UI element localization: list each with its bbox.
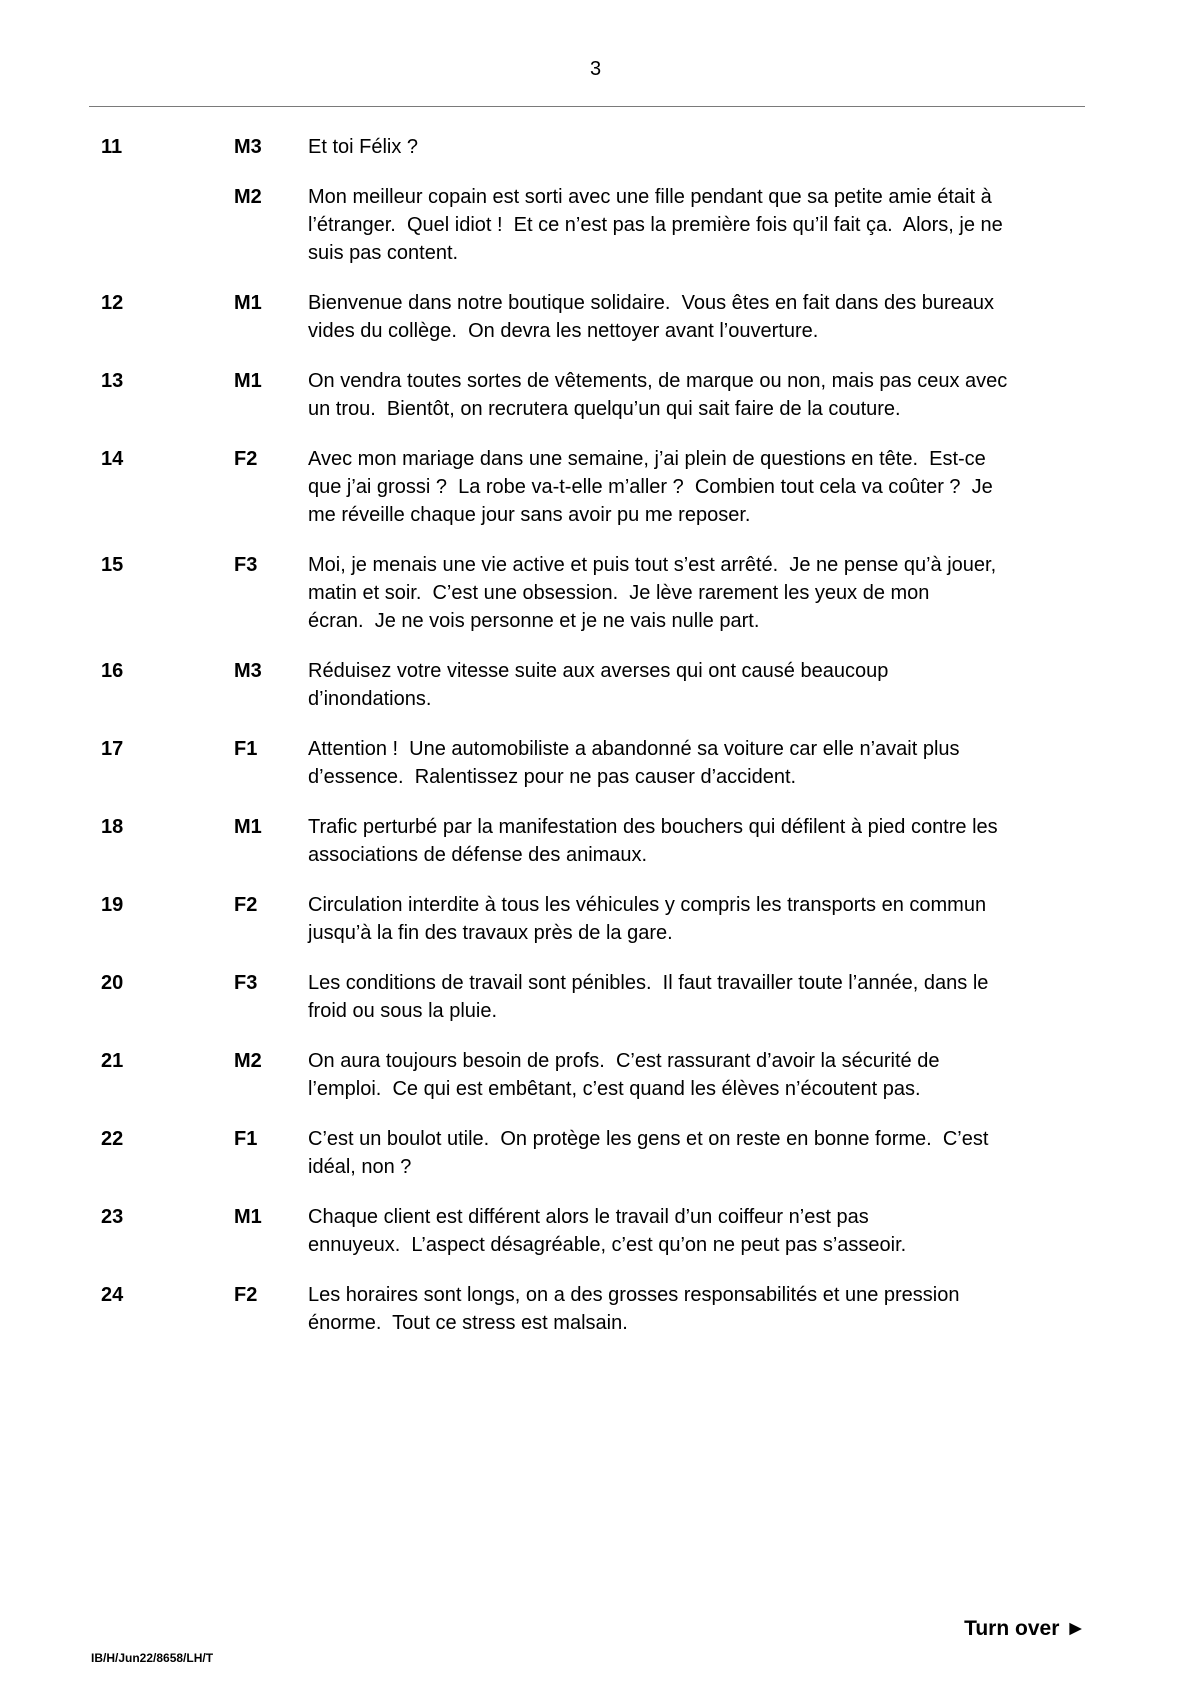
text-line: énorme. Tout ce stress est malsain. [308,1312,628,1334]
text-line: On aura toujours besoin de profs. C’est rassurant d’avoir la sécurité de [308,1050,940,1072]
text-line: Trafic perturbé par la manifestation des bouchers qui défilent à pied contre les [308,816,998,838]
text-line: Et toi Félix ? [308,136,419,158]
text-line: me réveille chaque jour sans avoir pu me reposer. [308,504,751,526]
speaker-code: F2 [234,448,258,470]
speaker-code: F2 [234,894,258,916]
question-number: 21 [101,1050,124,1072]
question-number: 19 [101,894,124,916]
text-line: idéal, non ? [308,1156,412,1178]
text-line: On vendra toutes sortes de vêtements, de marque ou non, mais pas ceux avec [308,370,1008,392]
question-number: 14 [101,448,124,470]
text-line: que j’ai grossi ? La robe va-t-elle m’aller ? Combien tout cela va coûter ? Je [308,476,993,498]
text-line: d’inondations. [308,688,432,710]
text-line: Réduisez votre vitesse suite aux averses qui ont causé beaucoup [308,660,889,682]
paper-code: IB/H/Jun22/8658/LH/T [91,1651,214,1665]
transcript-text [308,657,1090,713]
question-number: 16 [101,660,124,682]
text-line: C’est un boulot utile. On protège les gens et on reste en bonne forme. C’est [308,1128,989,1150]
question-number: 23 [101,1206,124,1228]
transcript-text [308,1047,1090,1103]
question-number: 22 [101,1128,124,1150]
page-number: 3 [589,58,602,80]
speaker-code: F3 [234,554,258,576]
transcript-text [308,551,1090,635]
text-line: Les conditions de travail sont pénibles. Il faut travailler toute l’année, dans le [308,972,989,994]
text-line: jusqu’à la fin des travaux près de la gare. [308,922,673,944]
text-line: Moi, je menais une vie active et puis tout s’est arrêté. Je ne pense qu’à jouer, [308,554,997,576]
speaker-code: F1 [234,738,258,760]
transcript-text [308,1125,1090,1181]
transcript-text [308,289,1090,345]
question-number: 11 [101,136,123,158]
text-line: suis pas content. [308,242,459,264]
text-line: froid ou sous la pluie. [308,1000,498,1022]
text-line: associations de défense des animaux. [308,844,648,866]
text-line: Circulation interdite à tous les véhicules y compris les transports en commun [308,894,987,916]
question-number: 18 [101,816,124,838]
transcript-text [308,891,1090,947]
text-line: un trou. Bientôt, on recrutera quelqu’un qui sait faire de la couture. [308,398,901,420]
speaker-code: M2 [234,1050,262,1072]
text-line: l’étranger. Quel idiot ! Et ce n’est pas la première fois qu’il fait ça. Alors, je ne [308,214,1003,236]
text-line: d’essence. Ralentissez pour ne pas causer d’accident. [308,766,797,788]
transcript-text [308,813,1090,869]
speaker-code: M1 [234,816,262,838]
transcript-text [308,969,1090,1025]
text-line: Les horaires sont longs, on a des grosses responsabilités et une pression [308,1284,960,1306]
question-number: 15 [101,554,124,576]
speaker-code: M2 [234,186,262,208]
speaker-code: M3 [234,660,262,682]
text-line: ennuyeux. L’aspect désagréable, c’est qu’on ne peut pas s’asseoir. [308,1234,907,1256]
speaker-code: M1 [234,1206,262,1228]
transcript-text [308,445,1090,529]
text-line: Chaque client est différent alors le travail d’un coiffeur n’est pas [308,1206,869,1228]
question-number: 20 [101,972,124,994]
text-line: l’emploi. Ce qui est embêtant, c’est quand les élèves n’écoutent pas. [308,1078,921,1100]
transcript-text [308,183,1090,267]
transcript-text [308,1203,1090,1259]
question-number: 24 [101,1284,124,1306]
speaker-code: F1 [234,1128,258,1150]
speaker-code: M1 [234,370,262,392]
transcript-text [308,735,1090,791]
text-line: Bienvenue dans notre boutique solidaire. Vous êtes en fait dans des bureaux [308,292,995,314]
speaker-code: M1 [234,292,262,314]
text-line: Avec mon mariage dans une semaine, j’ai plein de questions en tête. Est-ce [308,448,986,470]
text-line: Mon meilleur copain est sorti avec une fille pendant que sa petite amie était à [308,186,992,208]
text-line: matin et soir. C’est une obsession. Je lève rarement les yeux de mon [308,582,930,604]
text-line: écran. Je ne vois personne et je ne vais nulle part. [308,610,760,632]
header-rule [89,106,1085,107]
turn-over-label: Turn over ► [964,1617,1086,1640]
transcript-text [308,367,1090,423]
text-line: Attention ! Une automobiliste a abandonné sa voiture car elle n’avait plus [308,738,960,760]
question-number: 13 [101,370,124,392]
speaker-code: F3 [234,972,258,994]
text-line: vides du collège. On devra les nettoyer avant l’ouverture. [308,320,819,342]
question-number: 17 [101,738,124,760]
question-number: 12 [101,292,124,314]
speaker-code: M3 [234,136,262,158]
speaker-code: F2 [234,1284,258,1306]
transcript-text [308,133,1090,161]
transcript-text [308,1281,1090,1337]
